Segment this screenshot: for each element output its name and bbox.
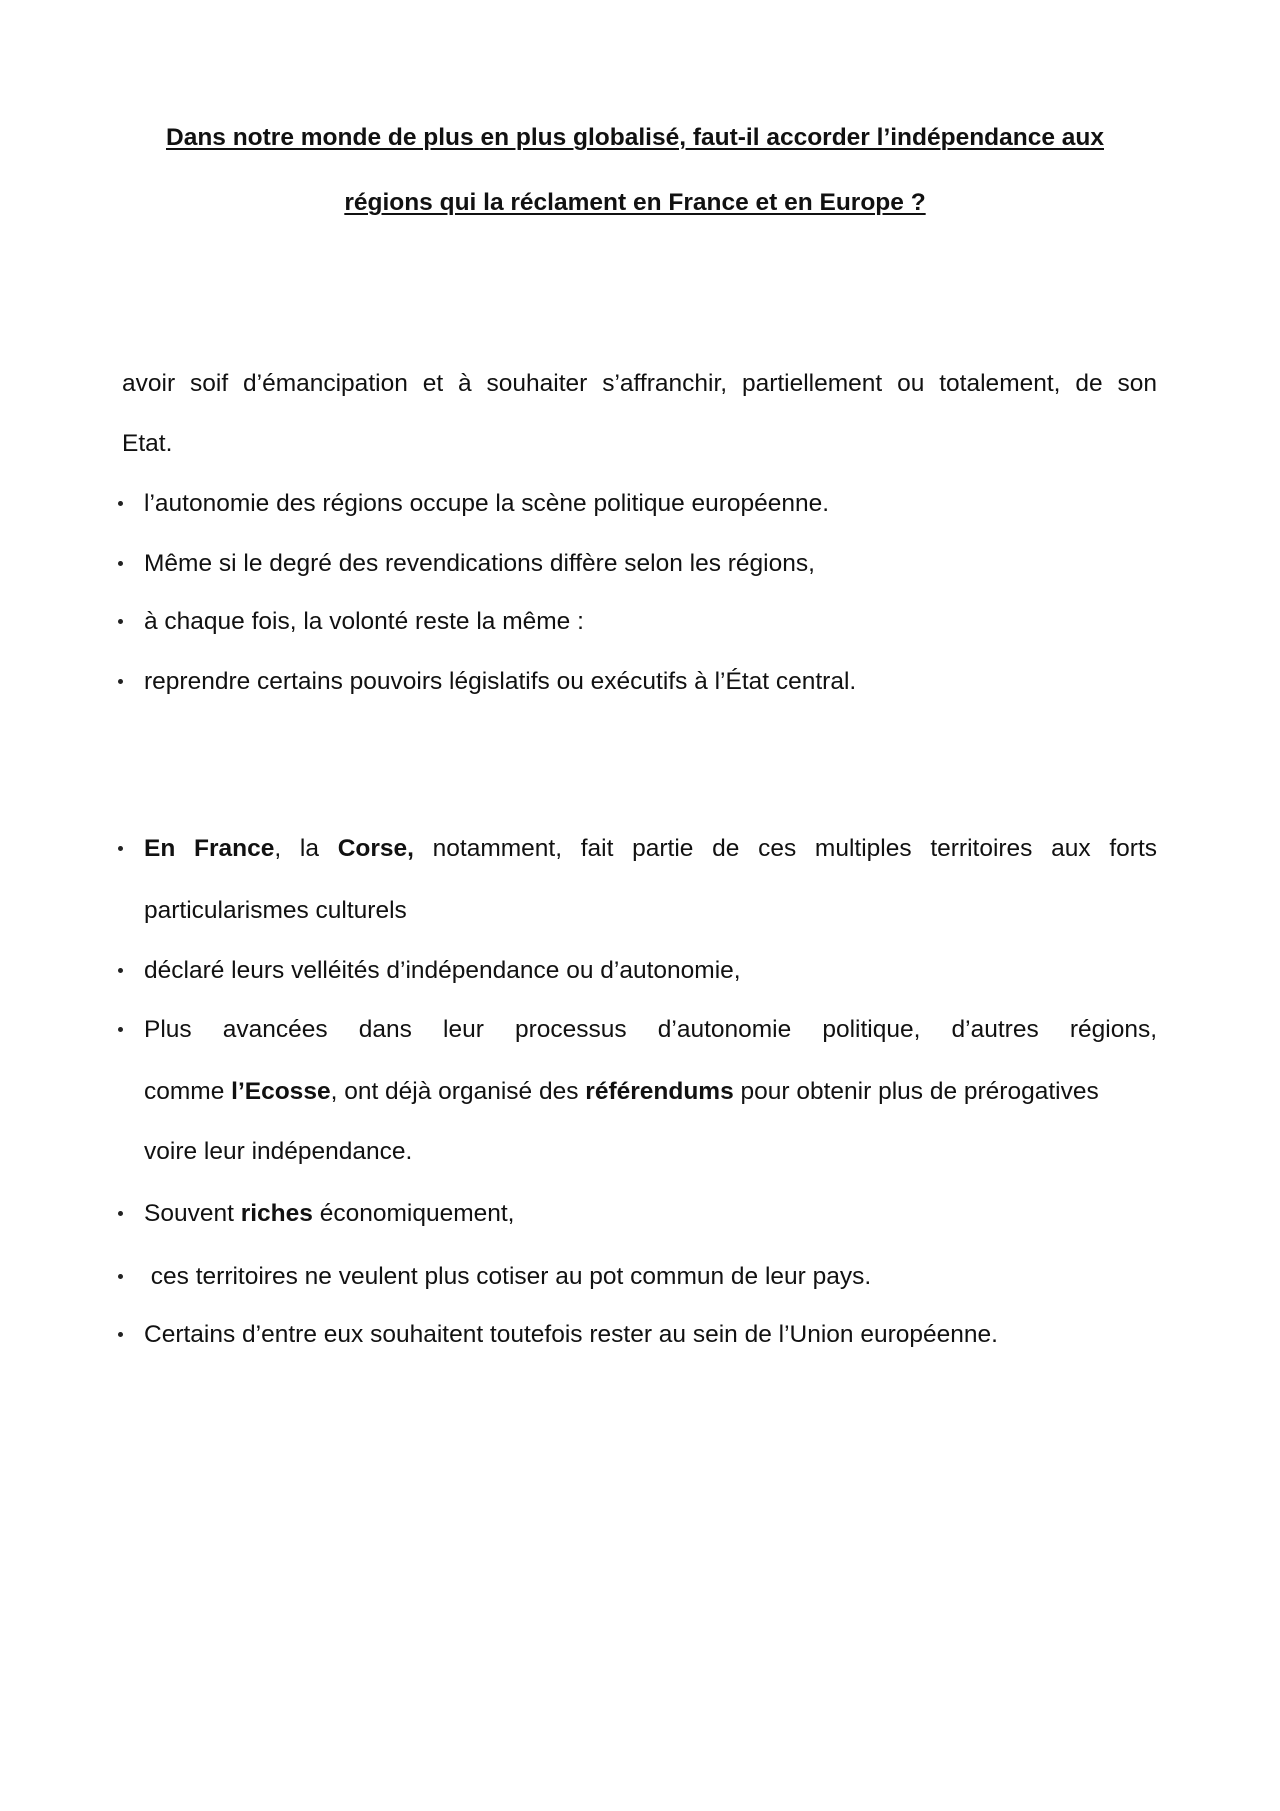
list-item-text: Même si le degré des revendications diffère selon les régions, <box>144 550 815 577</box>
bold-riches: riches <box>240 1200 313 1227</box>
bullet-icon <box>118 1332 123 1337</box>
bullet-icon <box>118 968 123 973</box>
text-segment: notamment, fait partie de ces multiples territoires aux forts <box>413 835 1157 862</box>
list-item-text: déclaré leurs velléités d’indépendance ou d’autonomie, <box>144 957 741 984</box>
bullet-icon <box>118 1274 123 1279</box>
bullet-icon <box>118 1211 123 1216</box>
list-item-text: reprendre certains pouvoirs législatifs ou exécutifs à l’État central. <box>144 668 857 695</box>
list-item-text: à chaque fois, la volonté reste la même : <box>144 608 584 635</box>
bullet-icon <box>118 501 123 506</box>
bold-referendums: référendums <box>585 1078 734 1105</box>
list-item-text: Certains d’entre eux souhaitent toutefois rester au sein de l’Union européenne. <box>144 1321 998 1348</box>
list-item-continuation: voire leur indépendance. <box>144 1138 413 1165</box>
list-item-text: Plus avancées dans leur processus d’autonomie politique, d’autres régions, <box>144 1016 1157 1043</box>
text-segment: pour obtenir plus de prérogatives <box>733 1078 1099 1105</box>
text-segment: Souvent <box>144 1200 241 1227</box>
text-segment: , la <box>274 835 338 862</box>
bold-france: En France <box>144 835 275 862</box>
text-segment: , ont déjà organisé des <box>330 1078 586 1105</box>
intro-line-2: Etat. <box>122 430 173 457</box>
list-item-text: ces territoires ne veulent plus cotiser au pot commun de leur pays. <box>144 1263 872 1290</box>
bold-ecosse: l’Ecosse <box>231 1078 331 1105</box>
list-item-continuation <box>144 1077 1099 1107</box>
bullet-icon <box>118 846 123 851</box>
document-title-line-1: Dans notre monde de plus en plus globalisé, faut-il accorder l’indépendance aux <box>166 124 1104 151</box>
bullet-icon <box>118 1027 123 1032</box>
list-item-text: l’autonomie des régions occupe la scène politique européenne. <box>144 490 830 517</box>
text-segment: comme <box>144 1078 232 1105</box>
intro-line-1-text: avoir soif d’émancipation et à souhaiter s’affranchir, partiellement ou totalement, de son <box>122 370 1157 397</box>
bullet-icon <box>118 561 123 566</box>
intro-line-1 <box>122 369 1157 399</box>
bold-corse: Corse, <box>337 835 414 862</box>
list-item-text <box>144 1199 514 1229</box>
bullet-icon <box>118 619 123 624</box>
document-title-line-2: régions qui la réclament en France et en Europe ? <box>344 189 926 216</box>
list-item-text <box>144 834 1157 864</box>
list-item-continuation: particularismes culturels <box>144 897 407 924</box>
bullet-icon <box>118 679 123 684</box>
text-segment: économiquement, <box>312 1200 515 1227</box>
